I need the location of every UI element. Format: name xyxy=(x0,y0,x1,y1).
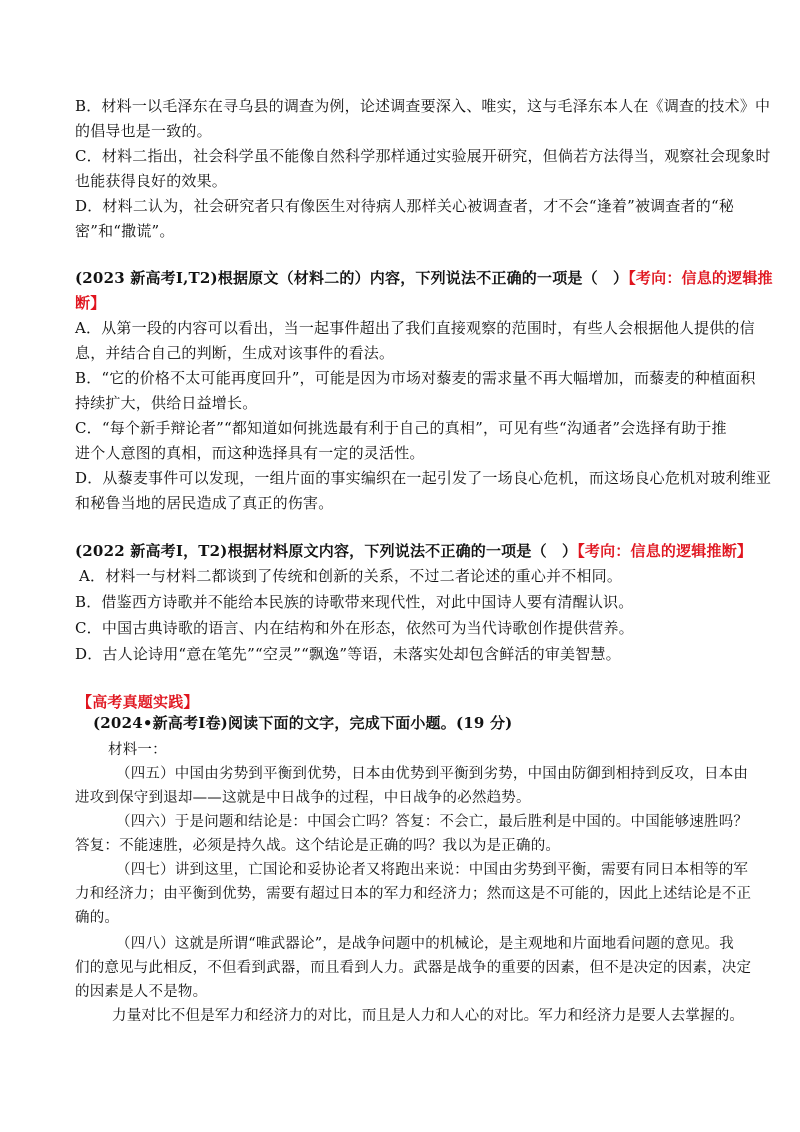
option-c-line1: C．材料二指出，社会科学虽不能像自然科学那样通过实验展开研究，但倘若方法得当，观察社会现象时 xyxy=(75,147,771,165)
practice-section-tag: 【高考真题实践】 xyxy=(77,693,199,711)
q2022-option-b: B．借鉴西方诗歌并不能给本民族的诗歌带来现代性，对此中国诗人要有清醒认识。 xyxy=(75,593,634,611)
para-45-line1: （四五）中国由劣势到平衡到优势，日本由优势到平衡到劣势，中国由防御到相持到反攻，日本由 xyxy=(116,766,749,782)
option-c-line2: 也能获得良好的效果。 xyxy=(75,172,228,190)
q2023-option-b-line1: B．“它的价格不太可能再度回升”，可能是因为市场对藜麦的需求量不再大幅增加，而藜麦的种植面积 xyxy=(75,369,756,387)
question-2023-text: (2023 新高考Ⅰ,T2)根据原文（材料二的）内容，下列说法不正确的一项是（ ） xyxy=(75,269,629,287)
para-48-line3: 的因素是人不是物。 xyxy=(75,984,208,1000)
q2023-option-d-line2: 和秘鲁当地的居民造成了真正的伤害。 xyxy=(75,494,334,512)
option-d-line1: D．材料二认为，社会研究者只有像医生对待病人那样关心被调查者，才不会“逢着”被调查者的“秘 xyxy=(75,197,735,215)
q2022-option-c: C．中国古典诗歌的语言、内在结构和外在形态，依然可为当代诗歌创作提供营养。 xyxy=(75,619,634,637)
option-b-line1: B．材料一以毛泽东在寻乌县的调查为例，论述调查要深入、唯实，这与毛泽东本人在《调查的技术》中 xyxy=(75,97,771,115)
para-48-line1: （四八）这就是所谓“唯武器论”，是战争问题中的机械论，是主观地和片面地看问题的意见。我 xyxy=(116,936,734,952)
material-label: 材料一： xyxy=(108,742,167,758)
para-46-line1: （四六）于是问题和结论是：中国会亡吗？答复：不会亡，最后胜利是中国的。中国能够速胜吗？ xyxy=(116,814,749,830)
q2022-option-a: A．材料一与材料二都谈到了传统和创新的关系，不过二者论述的重心并不相同。 xyxy=(79,567,623,585)
question-2023-tag-cont: 断】 xyxy=(75,294,106,312)
question-2023-tag: 【考向：信息的逻辑推 xyxy=(628,269,773,287)
para-47-line2: 力和经济力；由平衡到优势，需要有超过日本的军力和经济力；然而这是不可能的，因此上述结论是不正 xyxy=(75,886,752,902)
para-46-line2: 答复：不能速胜，必须是持久战。这个结论是正确的吗？我以为是正确的。 xyxy=(75,838,561,854)
q2023-option-a-line1: A．从第一段的内容可以看出，当一起事件超出了我们直接观察的范围时，有些人会根据他人提供的信 xyxy=(75,319,755,337)
option-b-line2: 的倡导也是一致的。 xyxy=(75,122,212,140)
para-48-line2: 们的意见与此相反，不但看到武器，而且看到人力。武器是战争的重要的因素，但不是决定的因素，决定 xyxy=(75,960,752,976)
q2023-option-c-line2: 进个人意图的真相，而这种选择具有一定的灵活性。 xyxy=(75,444,425,462)
para-47-line3: 确的。 xyxy=(75,910,120,926)
para-47-line1: （四七）讲到这里，亡国论和妥协论者又将跑出来说：中国由劣势到平衡，需要有同日本相等的军 xyxy=(116,862,749,878)
q2023-option-b-line2: 持续扩大，供给日益增长。 xyxy=(75,394,258,412)
question-2022-heading xyxy=(75,541,753,561)
question-2022-tag: 【考向：信息的逻辑推断】 xyxy=(577,542,753,560)
q2023-option-a-line2: 息，并结合自己的判断，生成对该事件的看法。 xyxy=(75,344,395,362)
q2023-option-d-line1: D．从藜麦事件可以发现，一组片面的事实编织在一起引发了一场良心危机，而这场良心危机对玻利维亚 xyxy=(75,469,772,487)
q2022-option-d: D．古人论诗用“意在笔先”“空灵”“飘逸”等语，未落实处却包含鲜活的审美智慧。 xyxy=(75,645,621,663)
closing-paragraph: 力量对比不但是军力和经济力的对比，而且是人力和人心的对比。军力和经济力是要人去掌握的。 xyxy=(112,1008,745,1024)
practice-heading: (2024•新高考Ⅰ卷)阅读下面的文字，完成下面小题。(19 分) xyxy=(93,714,513,732)
question-2022-text: (2022 新高考Ⅰ，T2)根据材料原文内容，下列说法不正确的一项是（ ） xyxy=(75,542,578,560)
q2023-option-c-line1: C．“每个新手辩论者”“都知道如何挑选最有利于自己的真相”，可见有些“沟通者”会选择有助于推 xyxy=(75,419,727,437)
option-d-line2: 密”和“撒谎”。 xyxy=(75,222,175,240)
question-2023-heading xyxy=(75,268,773,288)
para-45-line2: 进攻到保守到退却——这就是中日战争的过程，中日战争的必然趋势。 xyxy=(75,790,531,806)
